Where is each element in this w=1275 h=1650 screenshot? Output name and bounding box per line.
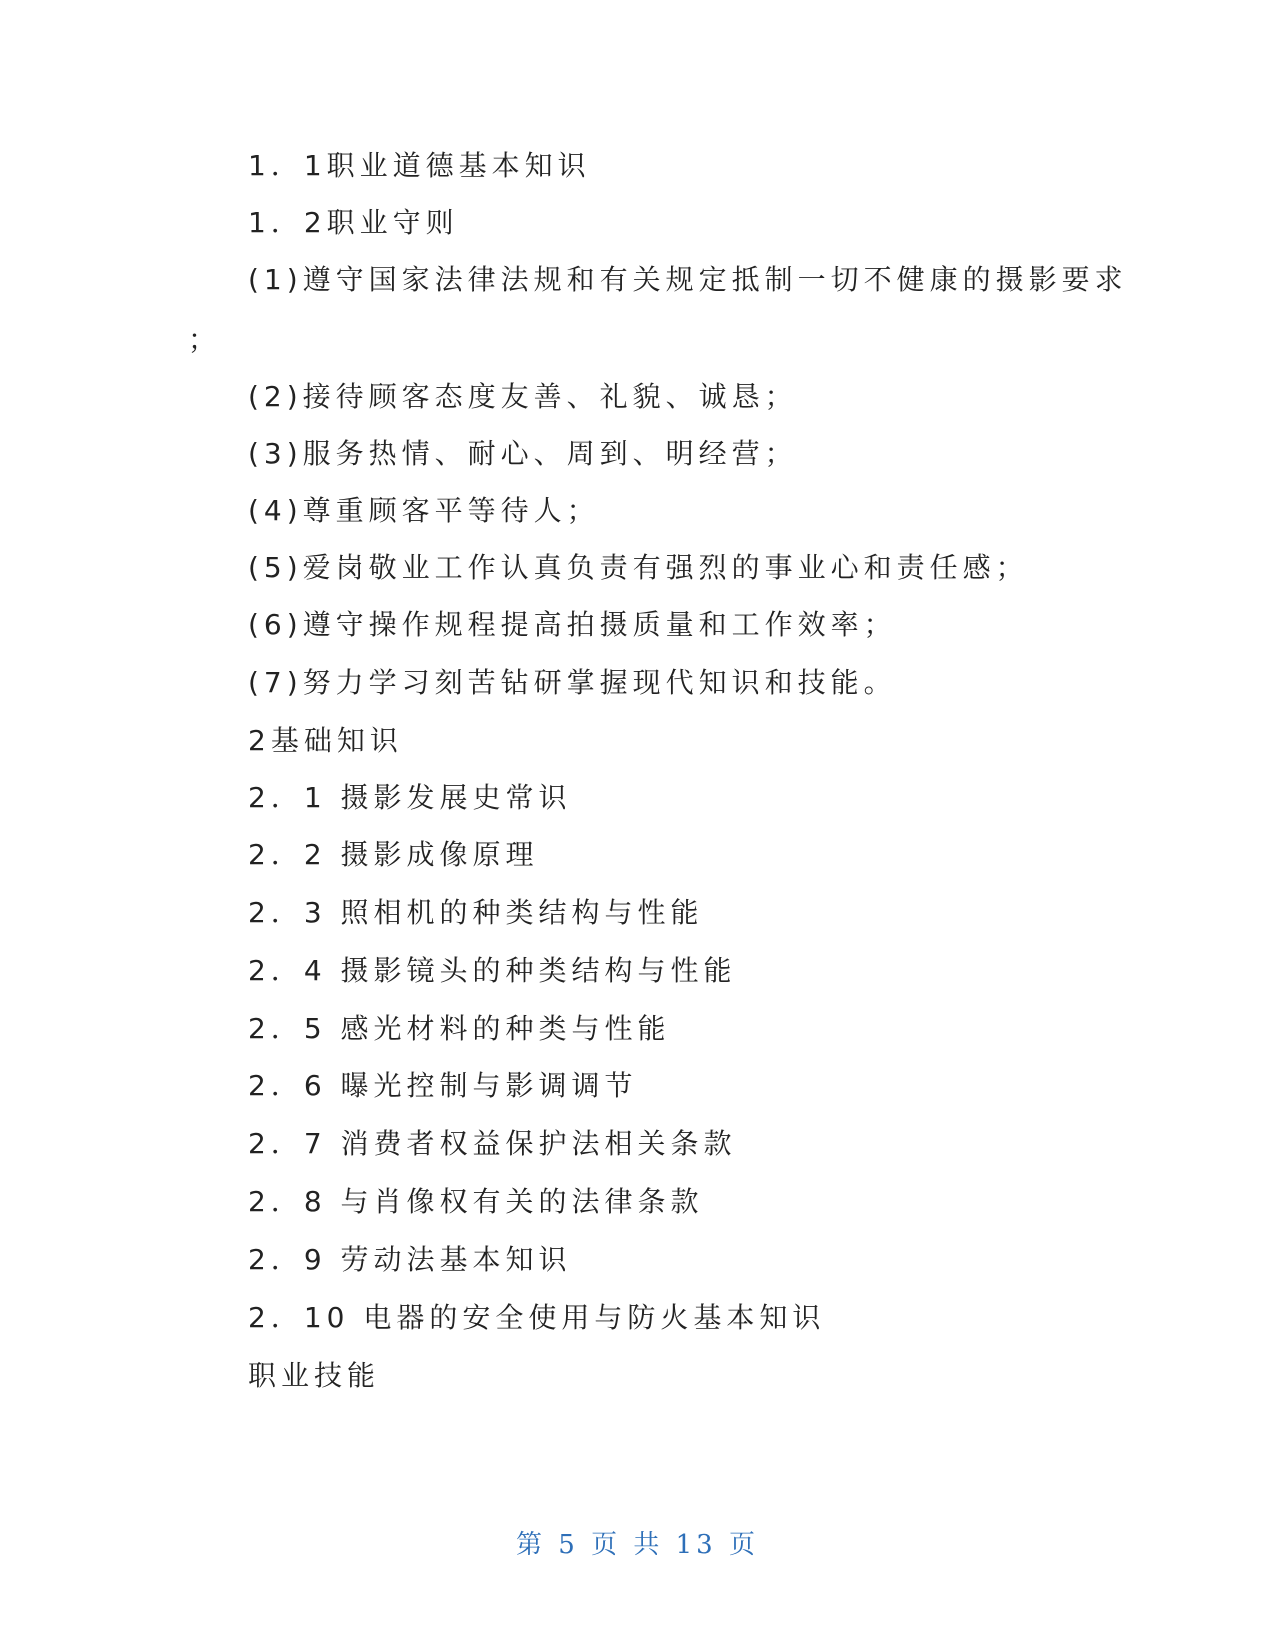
list-item-1: (1)遵守国家法律法规和有关规定抵制一切不健康的摄影要求 — [248, 263, 1128, 296]
heading-2-3: 2．3 照相机的种类结构与性能 — [248, 896, 704, 929]
heading-vocational-skills: 职业技能 — [248, 1359, 381, 1392]
list-item-4: (4)尊重顾客平等待人； — [248, 494, 600, 527]
heading-1-1: 1．1职业道德基本知识 — [248, 149, 591, 182]
heading-2: 2基础知识 — [248, 724, 403, 757]
list-item-2: (2)接待顾客态度友善、礼貌、诚恳； — [248, 380, 798, 413]
heading-1-2: 1．2职业守则 — [248, 206, 459, 239]
heading-2-5: 2．5 感光材料的种类与性能 — [248, 1012, 671, 1045]
heading-2-7: 2．7 消费者权益保护法相关条款 — [248, 1127, 737, 1160]
list-item-6: (6)遵守操作规程提高拍摄质量和工作效率； — [248, 608, 897, 641]
list-item-3: (3)服务热情、耐心、周到、明经营； — [248, 437, 798, 470]
page-number-footer: 第 5 页 共 13 页 — [516, 1530, 759, 1560]
heading-2-9: 2．9 劳动法基本知识 — [248, 1243, 572, 1276]
heading-2-6: 2．6 曝光控制与影调调节 — [248, 1069, 638, 1102]
heading-2-10: 2．10 电器的安全使用与防火基本知识 — [248, 1301, 826, 1334]
list-item-5: (5)爱岗敬业工作认真负责有强烈的事业心和责任感； — [248, 551, 1029, 584]
list-item-7: (7)努力学习刻苦钻研掌握现代知识和技能。 — [248, 666, 897, 699]
heading-2-8: 2．8 与肖像权有关的法律条款 — [248, 1185, 704, 1218]
heading-2-2: 2．2 摄影成像原理 — [248, 838, 539, 871]
list-item-1-continuation: ； — [188, 323, 222, 356]
heading-2-1: 2．1 摄影发展史常识 — [248, 781, 572, 814]
heading-2-4: 2．4 摄影镜头的种类结构与性能 — [248, 954, 737, 987]
